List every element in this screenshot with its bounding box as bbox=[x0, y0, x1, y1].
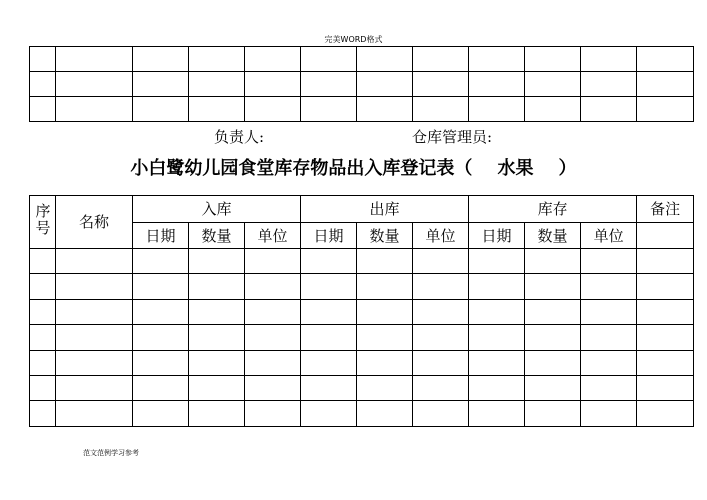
table-cell bbox=[301, 47, 357, 72]
table-cell bbox=[357, 350, 413, 375]
table-cell bbox=[30, 375, 56, 400]
table-cell bbox=[30, 325, 56, 350]
table-cell bbox=[581, 325, 637, 350]
remark-subheader bbox=[637, 223, 694, 249]
table-cell bbox=[413, 47, 469, 72]
stock-date-header: 日期 bbox=[469, 223, 525, 249]
table-cell bbox=[301, 401, 357, 426]
table-cell bbox=[469, 47, 525, 72]
table-cell bbox=[357, 299, 413, 324]
table-cell bbox=[357, 72, 413, 97]
out-unit-header: 单位 bbox=[413, 223, 469, 249]
table-cell bbox=[245, 299, 301, 324]
table-cell bbox=[133, 274, 189, 299]
table-cell bbox=[245, 350, 301, 375]
remark-header: 备注 bbox=[637, 196, 694, 223]
table-cell bbox=[581, 97, 637, 122]
table-cell bbox=[56, 97, 133, 122]
stock-in-header: 入库 bbox=[133, 196, 301, 223]
table-cell bbox=[30, 47, 56, 72]
table-cell bbox=[30, 72, 56, 97]
table-cell bbox=[357, 249, 413, 274]
table-cell bbox=[56, 249, 133, 274]
table-cell bbox=[56, 325, 133, 350]
table-cell bbox=[189, 401, 245, 426]
table-cell bbox=[581, 350, 637, 375]
table-cell bbox=[525, 299, 581, 324]
table-cell bbox=[133, 401, 189, 426]
table-cell bbox=[525, 401, 581, 426]
table-cell bbox=[245, 249, 301, 274]
table-cell bbox=[525, 274, 581, 299]
table-row bbox=[30, 72, 694, 97]
table-cell bbox=[301, 97, 357, 122]
table-cell bbox=[30, 97, 56, 122]
table-cell bbox=[245, 47, 301, 72]
table-cell bbox=[301, 299, 357, 324]
table-cell bbox=[525, 47, 581, 72]
table-cell bbox=[525, 72, 581, 97]
table-cell bbox=[525, 249, 581, 274]
table-cell bbox=[245, 401, 301, 426]
table-cell bbox=[469, 401, 525, 426]
table-cell bbox=[357, 47, 413, 72]
table-cell bbox=[189, 47, 245, 72]
table-cell bbox=[469, 350, 525, 375]
table-cell bbox=[469, 72, 525, 97]
table-cell bbox=[133, 72, 189, 97]
table-cell bbox=[637, 299, 694, 324]
stock-quantity-header: 数量 bbox=[525, 223, 581, 249]
previous-page-table bbox=[29, 46, 694, 122]
table-cell bbox=[301, 350, 357, 375]
table-cell bbox=[413, 274, 469, 299]
table-cell bbox=[413, 401, 469, 426]
header-watermark: 完美WORD格式 bbox=[324, 35, 383, 44]
warehouse-manager-label: 仓库管理员: bbox=[412, 128, 493, 146]
table-cell bbox=[413, 325, 469, 350]
table-cell bbox=[30, 299, 56, 324]
table-cell bbox=[637, 325, 694, 350]
table-cell bbox=[56, 274, 133, 299]
table-cell bbox=[189, 249, 245, 274]
table-cell bbox=[637, 350, 694, 375]
table-cell bbox=[581, 249, 637, 274]
table-cell bbox=[56, 299, 133, 324]
table-cell bbox=[301, 274, 357, 299]
table-cell bbox=[525, 97, 581, 122]
table-cell bbox=[245, 97, 301, 122]
responsible-person-label: 负责人: bbox=[214, 128, 265, 146]
table-cell bbox=[413, 350, 469, 375]
table-cell bbox=[469, 249, 525, 274]
footer-watermark: 范文范例学习参考 bbox=[83, 449, 139, 457]
table-header-row bbox=[30, 196, 694, 223]
table-cell bbox=[357, 375, 413, 400]
stock-unit-header: 单位 bbox=[581, 223, 637, 249]
table-cell bbox=[30, 274, 56, 299]
page-title: 小白鹭幼儿园食堂库存物品出入库登记表（ 水果 ） bbox=[130, 158, 577, 179]
table-cell bbox=[637, 274, 694, 299]
table-cell bbox=[581, 401, 637, 426]
table-cell bbox=[245, 274, 301, 299]
table-cell bbox=[581, 299, 637, 324]
table-cell bbox=[56, 401, 133, 426]
table-cell bbox=[413, 72, 469, 97]
table-cell bbox=[133, 47, 189, 72]
table-cell bbox=[301, 325, 357, 350]
table-cell bbox=[189, 97, 245, 122]
table-cell bbox=[357, 97, 413, 122]
table-cell bbox=[301, 249, 357, 274]
table-row bbox=[30, 325, 694, 350]
table-cell bbox=[637, 401, 694, 426]
table-cell bbox=[301, 375, 357, 400]
table-cell bbox=[413, 97, 469, 122]
table-cell bbox=[133, 97, 189, 122]
table-cell bbox=[301, 72, 357, 97]
seq-header: 序号 bbox=[30, 196, 56, 249]
table-cell bbox=[357, 274, 413, 299]
table-cell bbox=[357, 401, 413, 426]
table-cell bbox=[581, 274, 637, 299]
table-row bbox=[30, 375, 694, 400]
name-header: 名称 bbox=[56, 196, 133, 249]
table-cell bbox=[581, 47, 637, 72]
inventory-header: 库存 bbox=[469, 196, 637, 223]
inventory-log-table bbox=[29, 195, 694, 427]
table-cell bbox=[637, 375, 694, 400]
table-cell bbox=[133, 249, 189, 274]
in-quantity-header: 数量 bbox=[189, 223, 245, 249]
table-cell bbox=[245, 72, 301, 97]
table-cell bbox=[469, 375, 525, 400]
table-cell bbox=[189, 375, 245, 400]
table-cell bbox=[637, 47, 694, 72]
table-cell bbox=[133, 325, 189, 350]
table-cell bbox=[189, 72, 245, 97]
table-cell bbox=[56, 72, 133, 97]
out-date-header: 日期 bbox=[301, 223, 357, 249]
in-date-header: 日期 bbox=[133, 223, 189, 249]
table-cell bbox=[245, 375, 301, 400]
table-row bbox=[30, 249, 694, 274]
table-cell bbox=[357, 325, 413, 350]
table-cell bbox=[637, 249, 694, 274]
table-cell bbox=[189, 325, 245, 350]
table-cell bbox=[413, 299, 469, 324]
table-cell bbox=[637, 72, 694, 97]
table-row bbox=[30, 274, 694, 299]
table-cell bbox=[637, 97, 694, 122]
table-cell bbox=[469, 97, 525, 122]
table-cell bbox=[581, 72, 637, 97]
table-cell bbox=[133, 375, 189, 400]
table-cell bbox=[56, 375, 133, 400]
in-unit-header: 单位 bbox=[245, 223, 301, 249]
table-row bbox=[30, 401, 694, 426]
table-cell bbox=[469, 274, 525, 299]
table-cell bbox=[413, 375, 469, 400]
table-cell bbox=[581, 375, 637, 400]
table-cell bbox=[56, 47, 133, 72]
table-cell bbox=[525, 350, 581, 375]
table-cell bbox=[245, 325, 301, 350]
table-cell bbox=[133, 350, 189, 375]
table-cell bbox=[30, 401, 56, 426]
table-cell bbox=[30, 350, 56, 375]
table-cell bbox=[525, 325, 581, 350]
out-quantity-header: 数量 bbox=[357, 223, 413, 249]
table-cell bbox=[525, 375, 581, 400]
table-cell bbox=[189, 350, 245, 375]
table-row bbox=[30, 97, 694, 122]
table-row bbox=[30, 299, 694, 324]
table-cell bbox=[133, 299, 189, 324]
table-cell bbox=[56, 350, 133, 375]
table-row bbox=[30, 47, 694, 72]
table-cell bbox=[30, 249, 56, 274]
table-cell bbox=[469, 325, 525, 350]
table-row bbox=[30, 350, 694, 375]
stock-out-header: 出库 bbox=[301, 196, 469, 223]
table-cell bbox=[413, 249, 469, 274]
table-cell bbox=[189, 299, 245, 324]
table-cell bbox=[189, 274, 245, 299]
table-cell bbox=[469, 299, 525, 324]
